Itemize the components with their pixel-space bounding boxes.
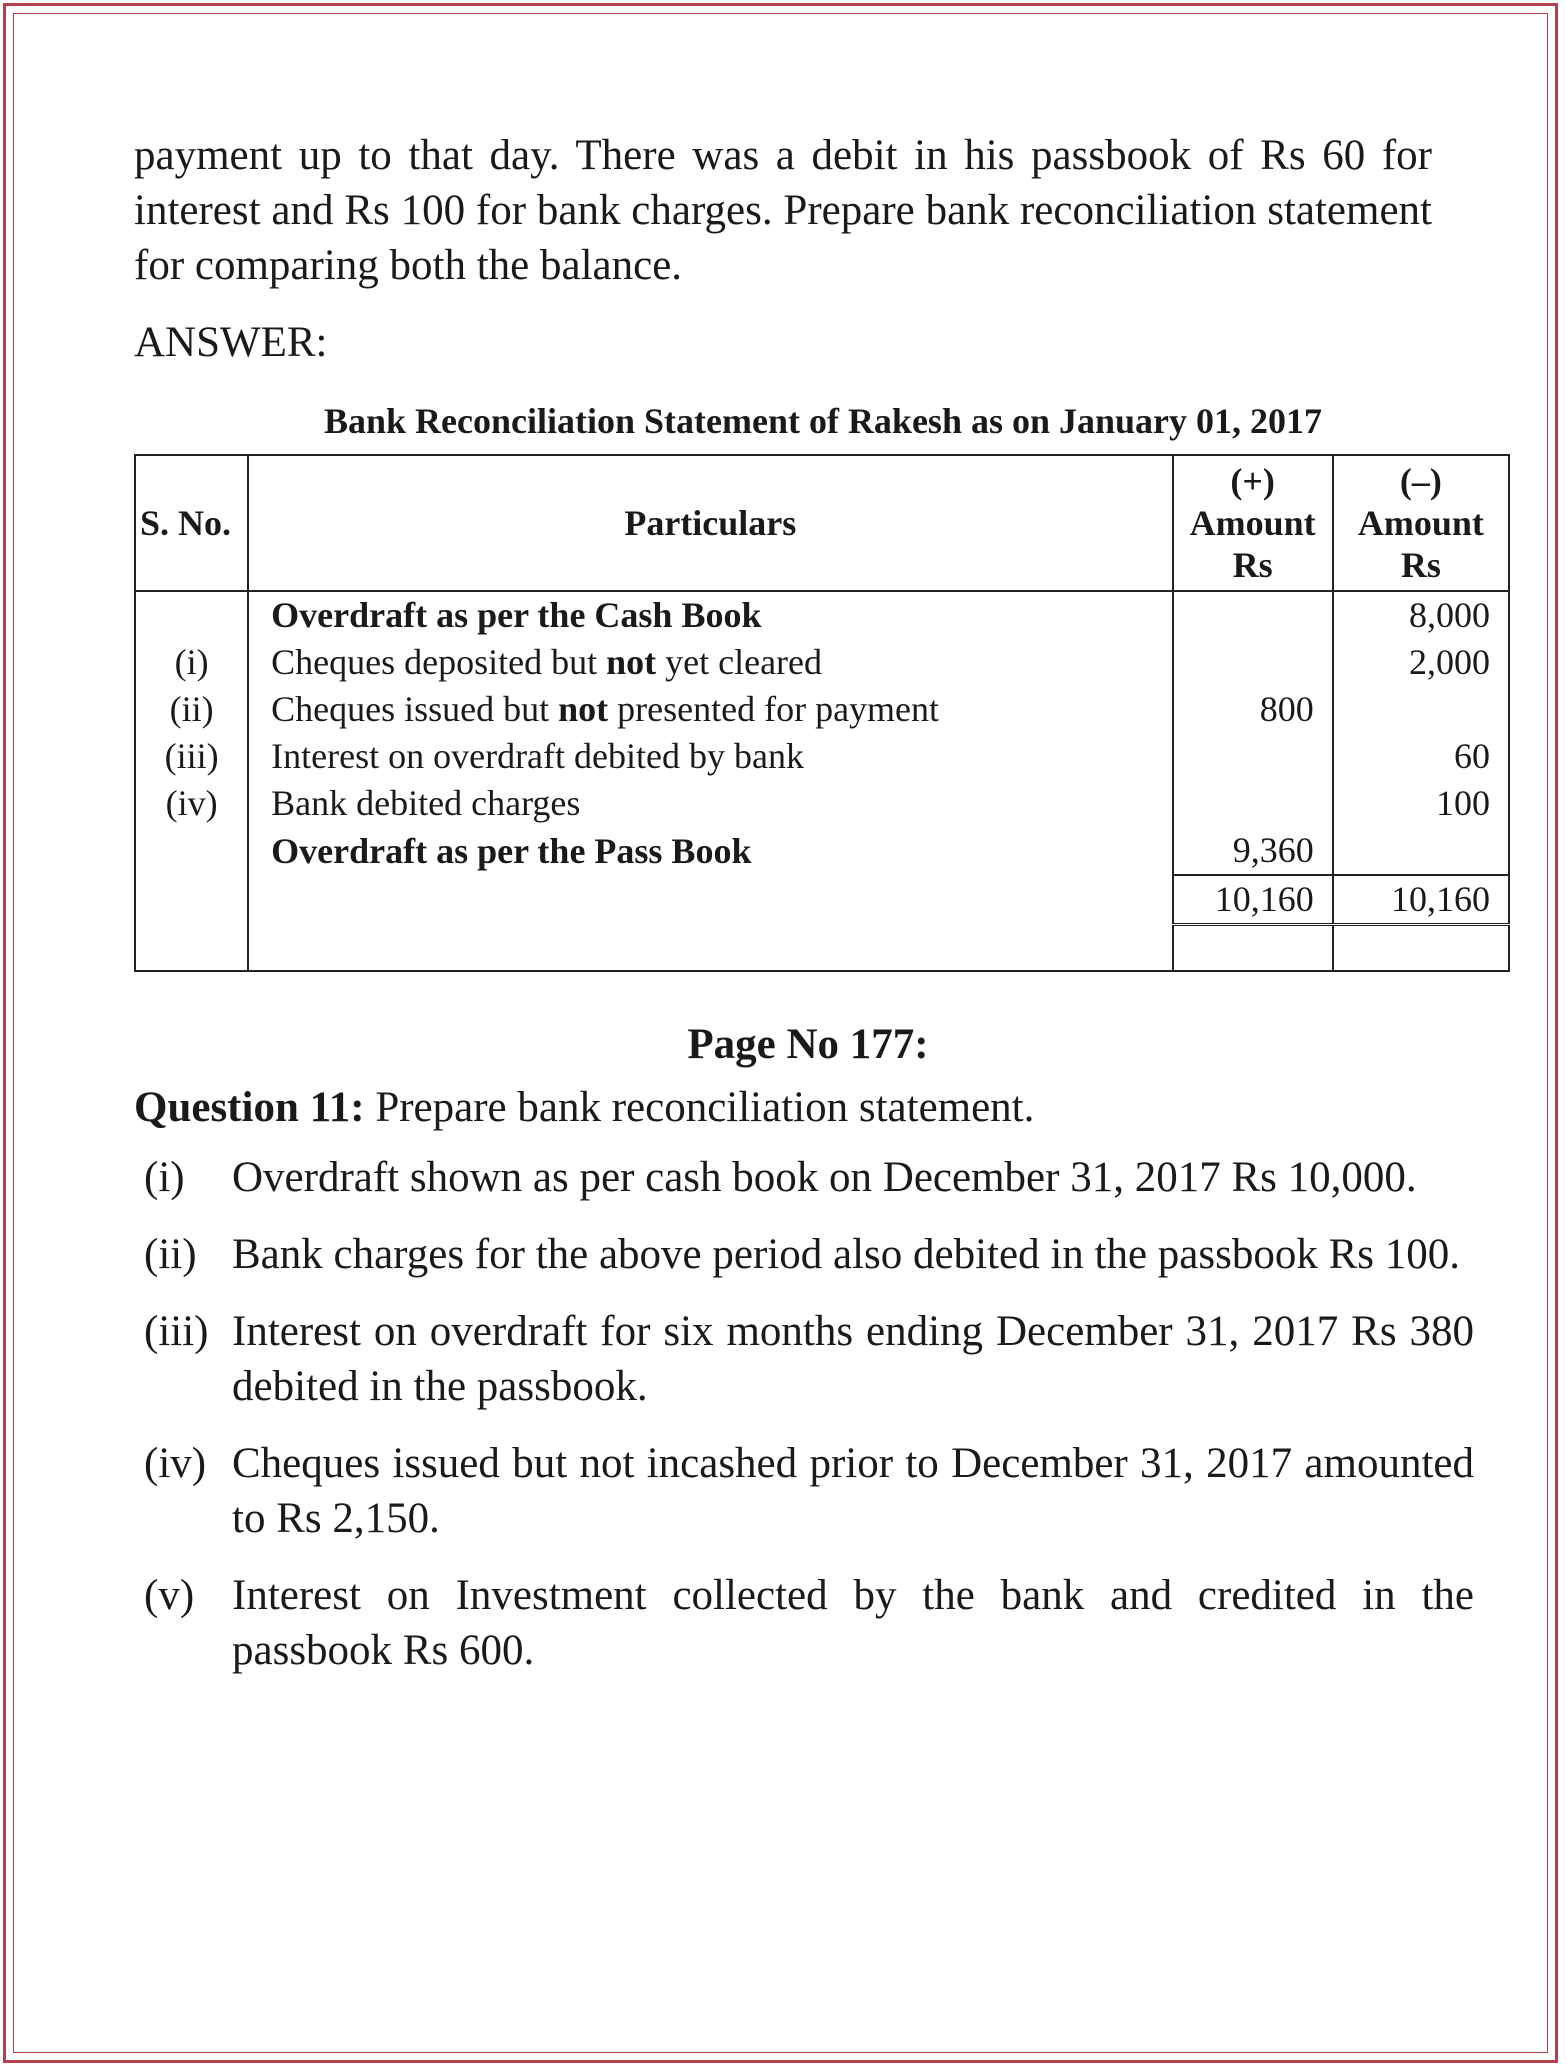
row-particular: Interest on overdraft debited by bank <box>248 733 1172 780</box>
row-plus <box>1173 733 1333 780</box>
row-sno: (iv) <box>135 780 248 827</box>
total-minus: 10,160 <box>1333 875 1509 925</box>
item-number: (v) <box>144 1572 195 1619</box>
row-particular <box>248 686 1172 733</box>
table-row <box>135 591 1509 639</box>
header-plus-sign: (+) <box>1230 461 1275 501</box>
row-plus <box>1173 591 1333 639</box>
row-minus: 8,000 <box>1333 591 1509 639</box>
particular-emphasis: not <box>558 689 609 729</box>
header-minus-label: Amount <box>1357 503 1484 543</box>
item-number: (i) <box>144 1154 185 1201</box>
row-particular: Overdraft as per the Cash Book <box>248 591 1172 639</box>
particular-text: Cheques deposited but <box>271 642 607 682</box>
answer-label: ANSWER: <box>134 319 328 366</box>
question-items <box>134 1150 1474 1678</box>
question-text: Prepare bank reconciliation statement. <box>364 1084 1035 1131</box>
list-item <box>134 1568 1474 1678</box>
item-text: Interest on overdraft for six months ending December 31, 2017 Rs 380 debited in the passbook. <box>232 1308 1474 1410</box>
header-minus-amount <box>1333 455 1509 591</box>
item-number: (iii) <box>144 1308 209 1355</box>
page-number-heading: Page No 177: <box>687 1021 929 1068</box>
header-plus-amount <box>1173 455 1333 591</box>
list-item <box>134 1150 1474 1205</box>
header-sno: S. No. <box>135 455 248 591</box>
header-minus-unit: Rs <box>1400 545 1441 585</box>
row-sno: (i) <box>135 639 248 686</box>
item-text: Bank charges for the above period also debited in the passbook Rs 100. <box>232 1231 1461 1278</box>
table-empty-row <box>135 925 1509 972</box>
list-item <box>134 1227 1474 1282</box>
row-plus <box>1173 780 1333 827</box>
item-number: (iv) <box>144 1440 207 1487</box>
row-sno <box>135 591 248 639</box>
row-plus: 800 <box>1173 686 1333 733</box>
header-particulars: Particulars <box>248 455 1172 591</box>
header-minus-sign: (–) <box>1399 461 1442 501</box>
item-text: Cheques issued but not incashed prior to December 31, 2017 amounted to Rs 2,150. <box>232 1440 1474 1542</box>
table-header-row <box>135 455 1509 591</box>
table-row <box>135 733 1509 780</box>
header-plus-unit: Rs <box>1232 545 1273 585</box>
question-label: Question 11: <box>134 1084 365 1131</box>
item-number: (ii) <box>144 1231 197 1278</box>
item-text: Interest on Investment collected by the bank and credited in the passbook Rs 600. <box>232 1572 1474 1674</box>
particular-text: Cheques issued but <box>271 689 559 729</box>
row-plus: 9,360 <box>1173 827 1333 875</box>
table-row <box>135 686 1509 733</box>
row-minus <box>1333 827 1509 875</box>
row-plus <box>1173 639 1333 686</box>
intro-paragraph: payment up to that day. There was a debit in his passbook of Rs 60 for interest and Rs 100 for bank charges. Prepare bank reconciliation statement for comparing both the balance. <box>134 132 1432 289</box>
table-row <box>135 827 1509 875</box>
row-minus: 2,000 <box>1333 639 1509 686</box>
item-text: Overdraft shown as per cash book on December 31, 2017 Rs 10,000. <box>232 1154 1417 1201</box>
header-plus-label: Amount <box>1189 503 1316 543</box>
question-heading <box>134 1083 1432 1132</box>
row-particular: Bank debited charges <box>248 780 1172 827</box>
row-particular <box>248 639 1172 686</box>
row-sno: (ii) <box>135 686 248 733</box>
table-title: Bank Reconciliation Statement of Rakesh as on January 01, 2017 <box>323 401 1323 441</box>
particular-text: yet cleared <box>656 642 823 682</box>
row-minus <box>1333 686 1509 733</box>
table-row <box>135 780 1509 827</box>
table-total-row <box>135 875 1509 925</box>
row-minus: 100 <box>1333 780 1509 827</box>
list-item <box>134 1304 1474 1414</box>
row-sno <box>135 827 248 875</box>
particular-text: presented for payment <box>608 689 940 729</box>
table-row <box>135 639 1509 686</box>
page-content <box>134 128 1490 1700</box>
row-minus: 60 <box>1333 733 1509 780</box>
reconciliation-table <box>134 454 1510 972</box>
row-sno: (iii) <box>135 733 248 780</box>
list-item <box>134 1436 1474 1546</box>
row-particular: Overdraft as per the Pass Book <box>248 827 1172 875</box>
particular-emphasis: not <box>606 642 657 682</box>
total-plus: 10,160 <box>1173 875 1333 925</box>
